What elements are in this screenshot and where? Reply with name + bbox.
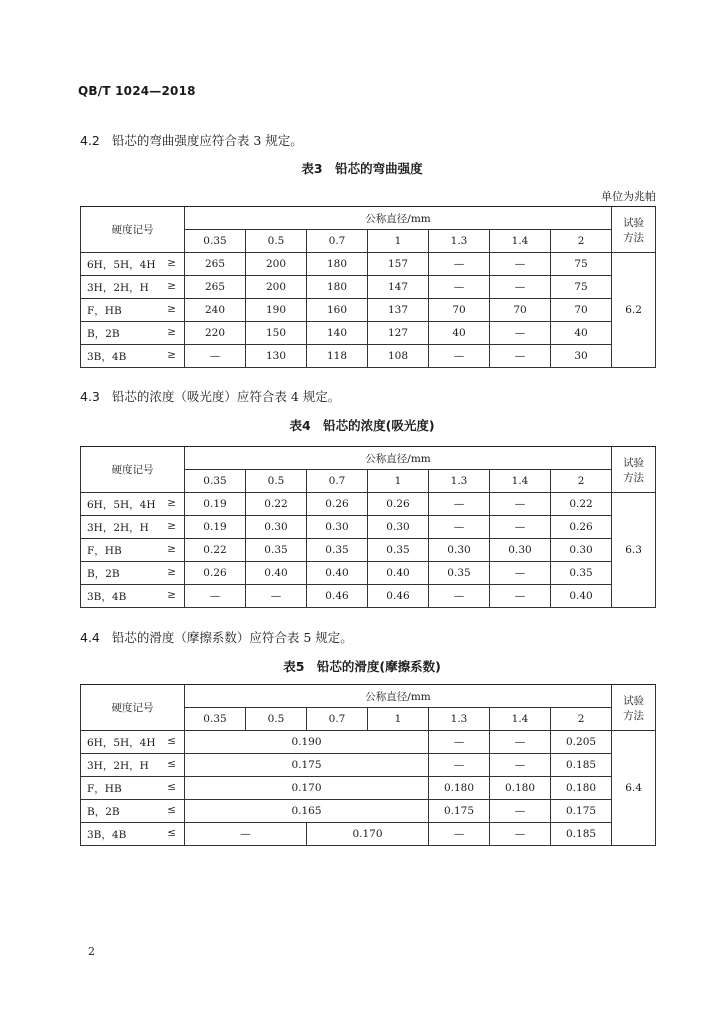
test-method-cell: 6.3 bbox=[612, 493, 656, 608]
value-cell: 70 bbox=[490, 299, 551, 322]
value-cell: 140 bbox=[307, 322, 368, 345]
value-cell: 150 bbox=[246, 322, 307, 345]
table-row bbox=[81, 754, 656, 777]
merged-value-cell: — bbox=[185, 823, 307, 846]
table-row bbox=[81, 777, 656, 800]
value-cell: 0.22 bbox=[551, 493, 612, 516]
grade-cell bbox=[81, 731, 185, 754]
test-header-line2: 方法 bbox=[623, 471, 645, 484]
grade-cell bbox=[81, 800, 185, 823]
value-cell: 0.30 bbox=[307, 516, 368, 539]
diameter-header: 公称直径/mm bbox=[185, 207, 612, 230]
compare-symbol: ≤ bbox=[167, 757, 176, 770]
page-number: 2 bbox=[88, 945, 95, 958]
value-cell: — bbox=[429, 276, 490, 299]
diameter-col: 1 bbox=[368, 470, 429, 493]
table-row bbox=[81, 516, 656, 539]
compare-symbol: ≥ bbox=[167, 279, 176, 292]
diameter-col: 1.4 bbox=[490, 708, 551, 731]
value-cell: 0.22 bbox=[185, 539, 246, 562]
value-cell: 70 bbox=[429, 299, 490, 322]
value-cell: 0.26 bbox=[551, 516, 612, 539]
compare-symbol: ≥ bbox=[167, 348, 176, 361]
table4-caption: 表4 铅芯的浓度(吸光度) bbox=[289, 418, 435, 433]
merged-value-cell: 0.170 bbox=[185, 777, 429, 800]
section-number: 4.2 bbox=[80, 133, 100, 148]
value-cell: 0.180 bbox=[429, 777, 490, 800]
test-header-line2: 方法 bbox=[623, 709, 645, 722]
grade-cell bbox=[81, 585, 185, 608]
value-cell: 0.30 bbox=[490, 539, 551, 562]
value-cell: 0.185 bbox=[551, 754, 612, 777]
value-cell: 127 bbox=[368, 322, 429, 345]
compare-symbol: ≥ bbox=[167, 256, 176, 269]
grade-label: 3B，4B bbox=[87, 590, 127, 603]
grade-cell bbox=[81, 562, 185, 585]
value-cell: — bbox=[429, 585, 490, 608]
value-cell: 0.46 bbox=[307, 585, 368, 608]
test-header-line1: 试验 bbox=[623, 216, 645, 229]
diameter-col: 2 bbox=[551, 470, 612, 493]
grade-cell bbox=[81, 539, 185, 562]
value-cell: 190 bbox=[246, 299, 307, 322]
grade-cell bbox=[81, 276, 185, 299]
grade-cell bbox=[81, 253, 185, 276]
diameter-col: 1.4 bbox=[490, 470, 551, 493]
compare-symbol: ≤ bbox=[167, 803, 176, 816]
compare-symbol: ≤ bbox=[167, 780, 176, 793]
value-cell: 0.205 bbox=[551, 731, 612, 754]
value-cell: — bbox=[490, 823, 551, 846]
table5 bbox=[80, 684, 656, 846]
value-cell: — bbox=[185, 585, 246, 608]
diameter-col: 1.3 bbox=[429, 708, 490, 731]
table5-caption: 表5 铅芯的滑度(摩擦系数) bbox=[283, 659, 441, 674]
table3-caption: 表3 铅芯的弯曲强度 bbox=[301, 161, 423, 176]
value-cell: 0.30 bbox=[551, 539, 612, 562]
compare-symbol: ≥ bbox=[167, 519, 176, 532]
value-cell: 118 bbox=[307, 345, 368, 368]
value-cell: — bbox=[490, 276, 551, 299]
compare-symbol: ≥ bbox=[167, 588, 176, 601]
merged-value-cell: 0.170 bbox=[307, 823, 429, 846]
value-cell: 265 bbox=[185, 253, 246, 276]
value-cell: — bbox=[185, 345, 246, 368]
value-cell: 0.35 bbox=[246, 539, 307, 562]
value-cell: 0.46 bbox=[368, 585, 429, 608]
grade-label: 6H，5H，4H bbox=[87, 736, 156, 749]
table-row bbox=[81, 299, 656, 322]
value-cell: 147 bbox=[368, 276, 429, 299]
grade-header: 硬度记号 bbox=[81, 685, 185, 731]
section-number: 4.3 bbox=[80, 389, 100, 404]
value-cell: 0.26 bbox=[307, 493, 368, 516]
diameter-col: 0.7 bbox=[307, 708, 368, 731]
merged-value-cell: 0.165 bbox=[185, 800, 429, 823]
value-cell: 70 bbox=[551, 299, 612, 322]
value-cell: 200 bbox=[246, 276, 307, 299]
value-cell: 0.180 bbox=[490, 777, 551, 800]
diameter-col: 1 bbox=[368, 230, 429, 253]
table-row bbox=[81, 539, 656, 562]
diameter-col: 0.5 bbox=[246, 230, 307, 253]
grade-cell bbox=[81, 322, 185, 345]
grade-label: F，HB bbox=[87, 782, 122, 795]
section-4-2 bbox=[80, 131, 303, 149]
value-cell: — bbox=[490, 562, 551, 585]
test-header-line1: 试验 bbox=[623, 456, 645, 469]
table-row bbox=[81, 800, 656, 823]
value-cell: — bbox=[490, 731, 551, 754]
diameter-col: 1 bbox=[368, 708, 429, 731]
compare-symbol: ≥ bbox=[167, 302, 176, 315]
value-cell: 130 bbox=[246, 345, 307, 368]
table-row bbox=[81, 585, 656, 608]
compare-symbol: ≥ bbox=[167, 542, 176, 555]
table3-unit: 单位为兆帕 bbox=[601, 190, 656, 203]
grade-label: 6H，5H，4H bbox=[87, 498, 156, 511]
value-cell: — bbox=[490, 253, 551, 276]
value-cell: 0.30 bbox=[368, 516, 429, 539]
value-cell: — bbox=[429, 731, 490, 754]
diameter-col: 1.3 bbox=[429, 230, 490, 253]
table-row bbox=[81, 823, 656, 846]
diameter-header: 公称直径/mm bbox=[185, 685, 612, 708]
value-cell: — bbox=[490, 585, 551, 608]
value-cell: 0.180 bbox=[551, 777, 612, 800]
value-cell: — bbox=[429, 253, 490, 276]
table-row bbox=[81, 562, 656, 585]
standard-code: QB/T 1024—2018 bbox=[78, 84, 196, 98]
diameter-col: 0.35 bbox=[185, 708, 246, 731]
value-cell: 200 bbox=[246, 253, 307, 276]
grade-cell bbox=[81, 777, 185, 800]
table-row bbox=[81, 345, 656, 368]
value-cell: — bbox=[490, 345, 551, 368]
value-cell: — bbox=[490, 754, 551, 777]
table-row bbox=[81, 322, 656, 345]
compare-symbol: ≥ bbox=[167, 325, 176, 338]
value-cell: 0.22 bbox=[246, 493, 307, 516]
diameter-col: 0.5 bbox=[246, 470, 307, 493]
value-cell: 40 bbox=[429, 322, 490, 345]
value-cell: 240 bbox=[185, 299, 246, 322]
grade-header: 硬度记号 bbox=[81, 207, 185, 253]
diameter-col: 1.3 bbox=[429, 470, 490, 493]
grade-header: 硬度记号 bbox=[81, 447, 185, 493]
grade-cell bbox=[81, 299, 185, 322]
section-number: 4.4 bbox=[80, 630, 100, 645]
value-cell: 265 bbox=[185, 276, 246, 299]
grade-cell bbox=[81, 823, 185, 846]
value-cell: 0.40 bbox=[368, 562, 429, 585]
test-method-cell: 6.4 bbox=[612, 731, 656, 846]
test-method-header bbox=[612, 447, 656, 493]
section-text: 铅芯的弯曲强度应符合表 3 规定。 bbox=[111, 133, 303, 148]
value-cell: 0.35 bbox=[307, 539, 368, 562]
grade-label: 3H，2H，H bbox=[87, 281, 149, 294]
diameter-col: 0.7 bbox=[307, 230, 368, 253]
grade-cell bbox=[81, 516, 185, 539]
diameter-col: 2 bbox=[551, 230, 612, 253]
compare-symbol: ≥ bbox=[167, 496, 176, 509]
table3 bbox=[80, 206, 656, 368]
value-cell: 180 bbox=[307, 276, 368, 299]
grade-label: B，2B bbox=[87, 567, 120, 580]
value-cell: 30 bbox=[551, 345, 612, 368]
test-method-header bbox=[612, 207, 656, 253]
table-row bbox=[81, 253, 656, 276]
grade-label: B，2B bbox=[87, 805, 120, 818]
table-row bbox=[81, 276, 656, 299]
value-cell: — bbox=[429, 345, 490, 368]
section-text: 铅芯的滑度（摩擦系数）应符合表 5 规定。 bbox=[111, 630, 353, 645]
value-cell: 0.40 bbox=[246, 562, 307, 585]
test-header-line2: 方法 bbox=[623, 231, 645, 244]
value-cell: 75 bbox=[551, 253, 612, 276]
value-cell: 75 bbox=[551, 276, 612, 299]
grade-label: B，2B bbox=[87, 327, 120, 340]
value-cell: 0.40 bbox=[551, 585, 612, 608]
table-row bbox=[81, 493, 656, 516]
grade-label: F，HB bbox=[87, 304, 122, 317]
grade-label: 3B，4B bbox=[87, 350, 127, 363]
value-cell: 0.175 bbox=[429, 800, 490, 823]
grade-label: 3H，2H，H bbox=[87, 521, 149, 534]
grade-label: 3H，2H，H bbox=[87, 759, 149, 772]
value-cell: — bbox=[429, 516, 490, 539]
value-cell: 0.185 bbox=[551, 823, 612, 846]
value-cell: 0.19 bbox=[185, 516, 246, 539]
diameter-col: 1.4 bbox=[490, 230, 551, 253]
merged-value-cell: 0.190 bbox=[185, 731, 429, 754]
value-cell: — bbox=[490, 800, 551, 823]
value-cell: — bbox=[490, 322, 551, 345]
grade-cell bbox=[81, 345, 185, 368]
value-cell: — bbox=[429, 823, 490, 846]
value-cell: — bbox=[490, 493, 551, 516]
value-cell: 137 bbox=[368, 299, 429, 322]
compare-symbol: ≥ bbox=[167, 565, 176, 578]
value-cell: — bbox=[490, 516, 551, 539]
test-header-line1: 试验 bbox=[623, 694, 645, 707]
value-cell: — bbox=[429, 493, 490, 516]
value-cell: 0.35 bbox=[368, 539, 429, 562]
test-method-header bbox=[612, 685, 656, 731]
test-method-cell: 6.2 bbox=[612, 253, 656, 368]
section-text: 铅芯的浓度（吸光度）应符合表 4 规定。 bbox=[111, 389, 341, 404]
value-cell: 220 bbox=[185, 322, 246, 345]
compare-symbol: ≤ bbox=[167, 826, 176, 839]
diameter-header: 公称直径/mm bbox=[185, 447, 612, 470]
value-cell: 180 bbox=[307, 253, 368, 276]
grade-cell bbox=[81, 754, 185, 777]
value-cell: 0.40 bbox=[307, 562, 368, 585]
value-cell: 0.30 bbox=[246, 516, 307, 539]
value-cell: 0.26 bbox=[185, 562, 246, 585]
section-4-4 bbox=[80, 628, 353, 646]
value-cell: 0.35 bbox=[429, 562, 490, 585]
diameter-col: 0.35 bbox=[185, 470, 246, 493]
value-cell: 0.175 bbox=[551, 800, 612, 823]
table4 bbox=[80, 446, 656, 608]
value-cell: 0.26 bbox=[368, 493, 429, 516]
grade-label: 6H，5H，4H bbox=[87, 258, 156, 271]
value-cell: 0.35 bbox=[551, 562, 612, 585]
value-cell: — bbox=[429, 754, 490, 777]
diameter-col: 2 bbox=[551, 708, 612, 731]
value-cell: 157 bbox=[368, 253, 429, 276]
value-cell: 0.19 bbox=[185, 493, 246, 516]
merged-value-cell: 0.175 bbox=[185, 754, 429, 777]
compare-symbol: ≤ bbox=[167, 734, 176, 747]
value-cell: 0.30 bbox=[429, 539, 490, 562]
table-row bbox=[81, 731, 656, 754]
grade-label: 3B，4B bbox=[87, 828, 127, 841]
value-cell: 160 bbox=[307, 299, 368, 322]
diameter-col: 0.5 bbox=[246, 708, 307, 731]
value-cell: 40 bbox=[551, 322, 612, 345]
grade-cell bbox=[81, 493, 185, 516]
section-4-3 bbox=[80, 387, 340, 405]
diameter-col: 0.7 bbox=[307, 470, 368, 493]
diameter-col: 0.35 bbox=[185, 230, 246, 253]
grade-label: F，HB bbox=[87, 544, 122, 557]
value-cell: — bbox=[246, 585, 307, 608]
value-cell: 108 bbox=[368, 345, 429, 368]
